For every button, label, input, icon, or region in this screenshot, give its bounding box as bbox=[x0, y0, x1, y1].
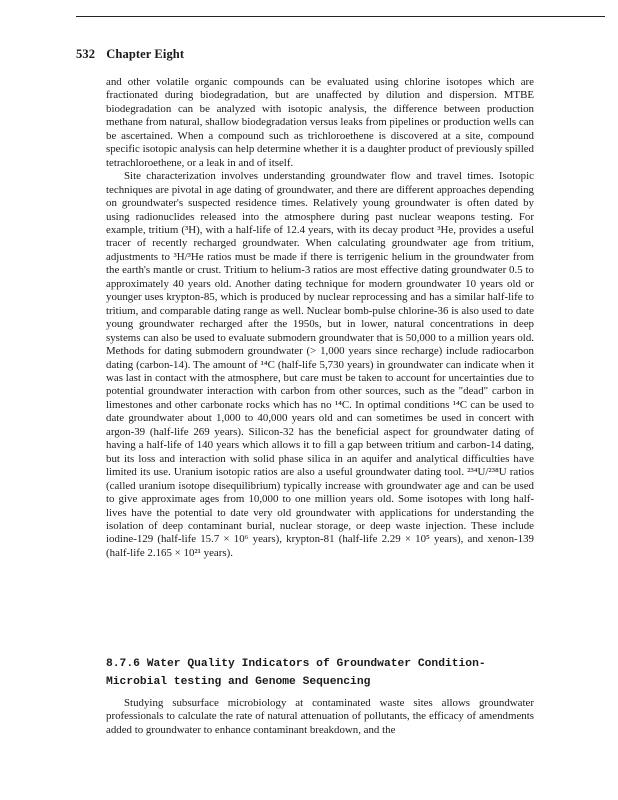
paragraph-chlorine-isotopes: and other volatile organic compounds can be evaluated using chlorine isotopes which are fractionated during biodegradation, but are unaffected by dilution and dispersion. MTBE biodegradation can be analyzed with isotopic analysis, the difference between production methane from natural, shallow biodegradation versus leaks from pipelines or production wells can be ascertained. When a compound such as trichloroethene is discovered at a site, compound specific isotopic analysis can help determine whether it is a daughter product of previously spilled tetrachloroethene, or a leak in and of itself. bbox=[106, 76, 534, 169]
body-text bbox=[106, 76, 534, 560]
section-number: 8.7.6 bbox=[106, 658, 140, 670]
page-number: 532 bbox=[76, 47, 96, 61]
top-rule bbox=[76, 16, 605, 17]
chapter-title: Chapter Eight bbox=[106, 47, 185, 61]
section-heading bbox=[106, 656, 534, 691]
section-title: Water Quality Indicators of Groundwater Condition-Microbial testing and Genome Sequencing bbox=[106, 658, 486, 688]
paragraph-groundwater-dating: Site characterization involves understanding groundwater flow and travel times. Isotopic techniques are pivotal in age dating of groundwater, and there are different approaches depending on groundwater's suspected residence times. Relatively young groundwater is often dated by using radionuclides released into the atmosphere during past nuclear weapons testing. For example, tritium (³H), with a half-life of 12.4 years, with its decay product ³He, provides a useful tracer of recently recharged groundwater. When calculating groundwater age from tritium, adjustments to ³H/³He ratios must be made if there is terrigenic helium in the groundwater from the earth's mantle or crust. Tritium to helium-3 ratios are most effective dating groundwater 0.5 to approximately 40 years old. Another dating technique for modern groundwater 10 years old or younger uses krypton-85, which is produced by nuclear reprocessing and has a similar half-life to tritium, and comparable dating range as well. Nuclear bomb-pulse chlorine-36 is also used to date young groundwater recharged after the 1950s, but in lower, natural concentrations in deep systems can also be used to evaluate submodern groundwater that is 50,000 to a million years old. Methods for dating submodern groundwater (> 1,000 years since recharge) include radiocarbon dating (carbon-14). The amount of ¹⁴C (half-life 5,730 years) in groundwater can indicate when it was last in contact with the atmosphere, but care must be taken to account for uncertainties due to potential groundwater interaction with carbon from other sources, such as the "dead" carbon in limestones and other carbonate rocks which has no ¹⁴C. In optimal conditions ¹⁴C can be used to date groundwater about 1,000 to 40,000 years old and can sometimes be used in concert with argon-39 (half-life 269 years). Silicon-32 has the beneficial aspect for groundwater dating of having a half-life of 140 years which allows it to fill a gap between tritium and carbon-14 dating, but its loss and interaction with solid phase silica in an aquifer and analytical difficulties have limited its use. Uranium isotopic ratios are also a useful groundwater dating tool. ²³⁴U/²³⁸U ratios (called uranium isotope disequilibrium) typically increase with groundwater age and can be used to give approximate ages from 10,000 to one million years old. Some isotopes with long half-lives have the potential to date very old groundwater with applications for understanding the isolation of deep contaminant burial, nuclear storage, or deep waste injection. These include iodine-129 (half-life 15.7 × 10⁶ years), krypton-81 (half-life 2.29 × 10⁵ years), and xenon-139 (half-life 2.165 × 10²¹ years). bbox=[106, 170, 534, 559]
running-header bbox=[76, 47, 184, 62]
section-body bbox=[106, 697, 534, 737]
paragraph-subsurface-microbiology: Studying subsurface microbiology at contaminated waste sites allows groundwater professionals to calculate the rate of natural attenuation of pollutants, the efficacy of amendments added to groundwater to enhance contaminant breakdown, and the bbox=[106, 697, 534, 736]
